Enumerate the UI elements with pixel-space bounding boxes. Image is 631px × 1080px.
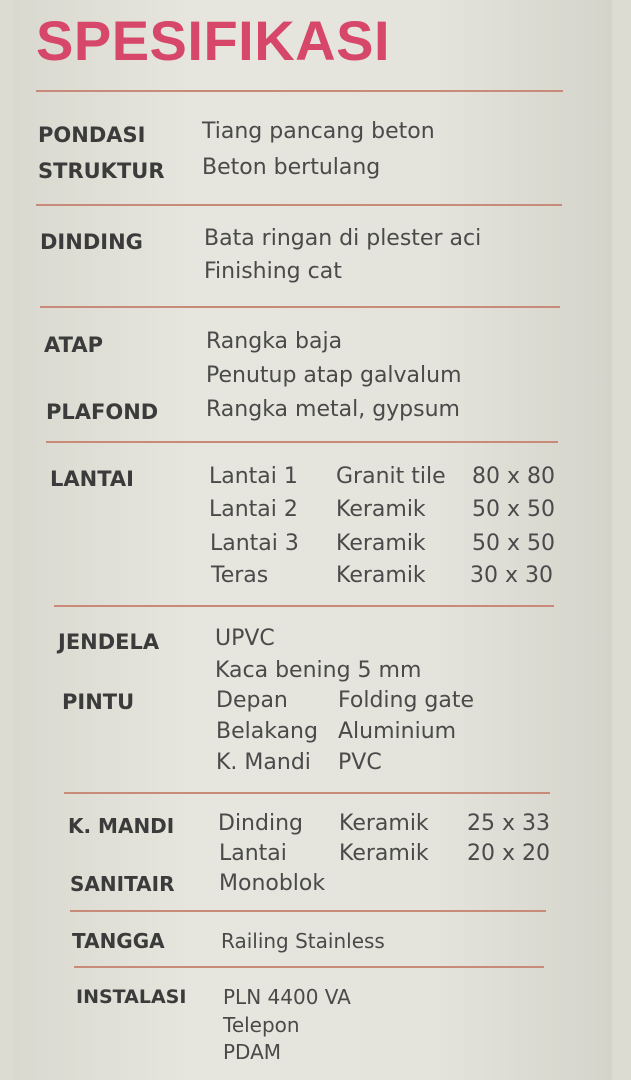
pondasi-label: PONDASI: [38, 123, 146, 147]
pintu-row-value: PVC: [338, 750, 382, 775]
atap-value: Rangka baja: [206, 329, 343, 354]
lantai-row-material: Keramik: [336, 497, 426, 522]
instalasi-value: Telepon: [223, 1013, 300, 1037]
lantai-row-name: Lantai 2: [209, 497, 298, 522]
tangga-label: TANGGA: [72, 929, 165, 953]
instalasi-value: PDAM: [223, 1040, 282, 1064]
plafond-value: Rangka metal, gypsum: [206, 397, 460, 422]
lantai-row-name: Lantai 3: [210, 531, 299, 556]
instalasi-label: INSTALASI: [76, 986, 187, 1008]
lantai-row-size: 50 x 50: [472, 531, 555, 556]
dinding-value: Finishing cat: [204, 259, 342, 284]
divider: [46, 441, 558, 443]
lantai-row-size: 50 x 50: [472, 497, 555, 522]
atap-value: Penutup atap galvalum: [206, 363, 462, 388]
divider: [36, 204, 562, 206]
sanitair-value: Monoblok: [219, 871, 326, 896]
lantai-row-name: Lantai 1: [209, 464, 298, 489]
kmandi-row-name: Dinding: [218, 811, 303, 836]
lantai-row-size: 30 x 30: [470, 563, 553, 588]
divider: [70, 910, 546, 912]
tangga-value: Railing Stainless: [221, 929, 385, 953]
atap-label: ATAP: [44, 333, 103, 357]
jendela-label: JENDELA: [58, 630, 160, 654]
struktur-label: STRUKTUR: [38, 159, 165, 183]
pintu-row-name: Depan: [216, 688, 288, 713]
dinding-value: Bata ringan di plester aci: [204, 226, 482, 251]
pintu-label: PINTU: [62, 690, 135, 714]
divider: [36, 90, 563, 92]
kmandi-row-name: Lantai: [219, 841, 287, 866]
instalasi-value: PLN 4400 VA: [223, 985, 351, 1009]
divider: [64, 792, 550, 794]
lantai-row-material: Keramik: [336, 531, 426, 556]
page-title: SPESIFIKASI: [36, 9, 391, 72]
lantai-row-material: Keramik: [336, 563, 426, 588]
jendela-value: Kaca bening 5 mm: [215, 658, 422, 683]
pondasi-value: Tiang pancang beton: [202, 119, 435, 144]
plafond-label: PLAFOND: [46, 400, 159, 424]
kmandi-row-size: 20 x 20: [467, 841, 550, 866]
lantai-row-name: Teras: [211, 563, 269, 588]
kmandi-row-size: 25 x 33: [467, 811, 550, 836]
dinding-label: DINDING: [40, 230, 143, 254]
divider: [54, 605, 554, 607]
pintu-row-name: Belakang: [216, 719, 318, 744]
kmandi-row-material: Keramik: [339, 811, 429, 836]
kmandi-row-material: Keramik: [339, 841, 429, 866]
pintu-row-value: Aluminium: [338, 719, 457, 744]
lantai-label: LANTAI: [50, 467, 134, 491]
sanitair-label: SANITAIR: [70, 872, 175, 896]
pintu-row-value: Folding gate: [338, 688, 475, 713]
struktur-value: Beton bertulang: [202, 155, 381, 180]
kmandi-label: K. MANDI: [68, 814, 175, 838]
divider: [40, 306, 560, 308]
lantai-row-size: 80 x 80: [472, 464, 555, 489]
lantai-row-material: Granit tile: [336, 464, 446, 489]
jendela-value: UPVC: [215, 626, 275, 651]
pintu-row-name: K. Mandi: [216, 750, 311, 775]
divider: [74, 966, 544, 968]
